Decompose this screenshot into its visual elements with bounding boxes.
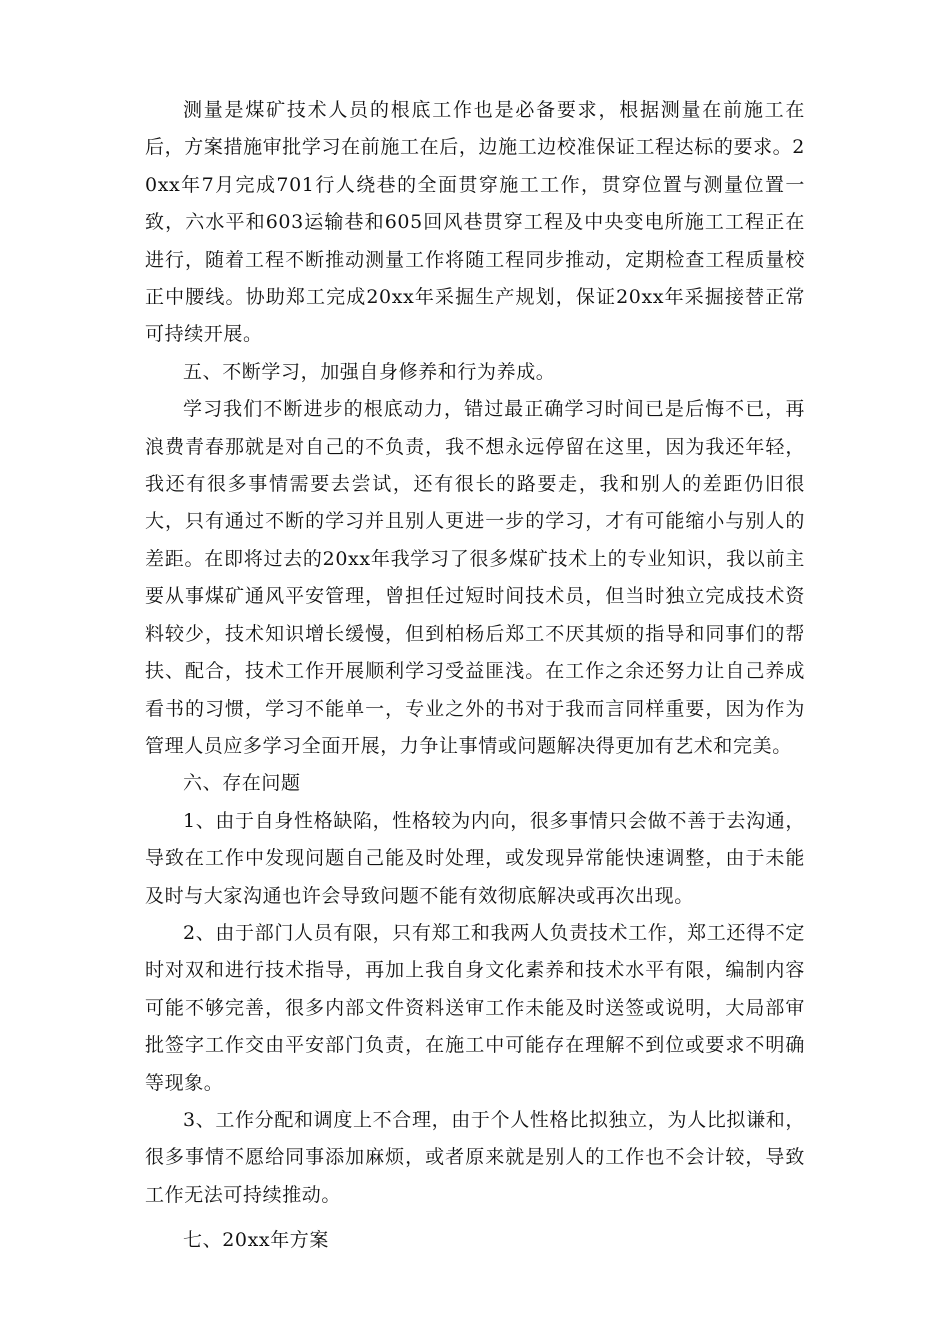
paragraph-problem-1: 1、由于自身性格缺陷，性格较为内向，很多事情只会做不善于去沟通，导致在工作中发现问题自己能及时处理，或发现异常能快速调整，由于未能及时与大家沟通也许会导致问题不能有效彻底解决或再次出现。 <box>145 809 805 907</box>
section-heading-6: 六、存在问题 <box>183 772 301 795</box>
paragraph-problem-3: 3、工作分配和调度上不合理，由于个人性格比拟独立，为人比拟谦和，很多事情不愿给同事添加麻烦，或者原来就是别人的工作也不会计较，导致工作无法可持续推动。 <box>145 1108 805 1206</box>
paragraph-surveying: 测量是煤矿技术人员的根底工作也是必备要求，根据测量在前施工在后，方案措施审批学习在前施工在后，边施工边校准保证工程达标的要求。20xx年7月完成701行人绕巷的全面贯穿施工工作，贯穿位置与测量位置一致，六水平和603运输巷和605回风巷贯穿工程及中央变电所施工工程正在进行，随着工程不断推动测量工作将随工程同步推动，定期检查工程质量校正中腰线。协助郑工完成20xx年采掘生产规划，保证20xx年采掘接替正常可持续开展。 <box>145 99 805 346</box>
document-body <box>145 92 805 1260</box>
paragraph-learning: 学习我们不断进步的根底动力，错过最正确学习时间已是后悔不已，再浪费青春那就是对自己的不负责，我不想永远停留在这里，因为我还年轻，我还有很多事情需要去尝试，还有很长的路要走，我和别人的差距仍旧很大，只有通过不断的学习并且别人更进一步的学习，才有可能缩小与别人的差距。在即将过去的20xx年我学习了很多煤矿技术上的专业知识，我以前主要从事煤矿通风平安管理，曾担任过短时间技术员，但当时独立完成技术资料较少，技术知识增长缓慢，但到柏杨后郑工不厌其烦的指导和同事们的帮扶、配合，技术工作开展顺利学习受益匪浅。在工作之余还努力让自己养成看书的习惯，学习不能单一，专业之外的书对于我而言同样重要，因为作为管理人员应多学习全面开展，力争让事情或问题解决得更加有艺术和完美。 <box>145 398 805 757</box>
paragraph-problem-2: 2、由于部门人员有限，只有郑工和我两人负责技术工作，郑工还得不定时对双和进行技术指导，再加上我自身文化素养和技术水平有限，编制内容可能不够完善，很多内部文件资料送审工作未能及时送签或说明，大局部审批签字工作交由平安部门负责，在施工中可能存在理解不到位或要求不明确等现象。 <box>145 921 805 1094</box>
spacer <box>145 1214 805 1222</box>
section-heading-7: 七、20xx年方案 <box>183 1229 330 1252</box>
section-heading-5: 五、不断学习，加强自身修养和行为养成。 <box>183 360 556 383</box>
